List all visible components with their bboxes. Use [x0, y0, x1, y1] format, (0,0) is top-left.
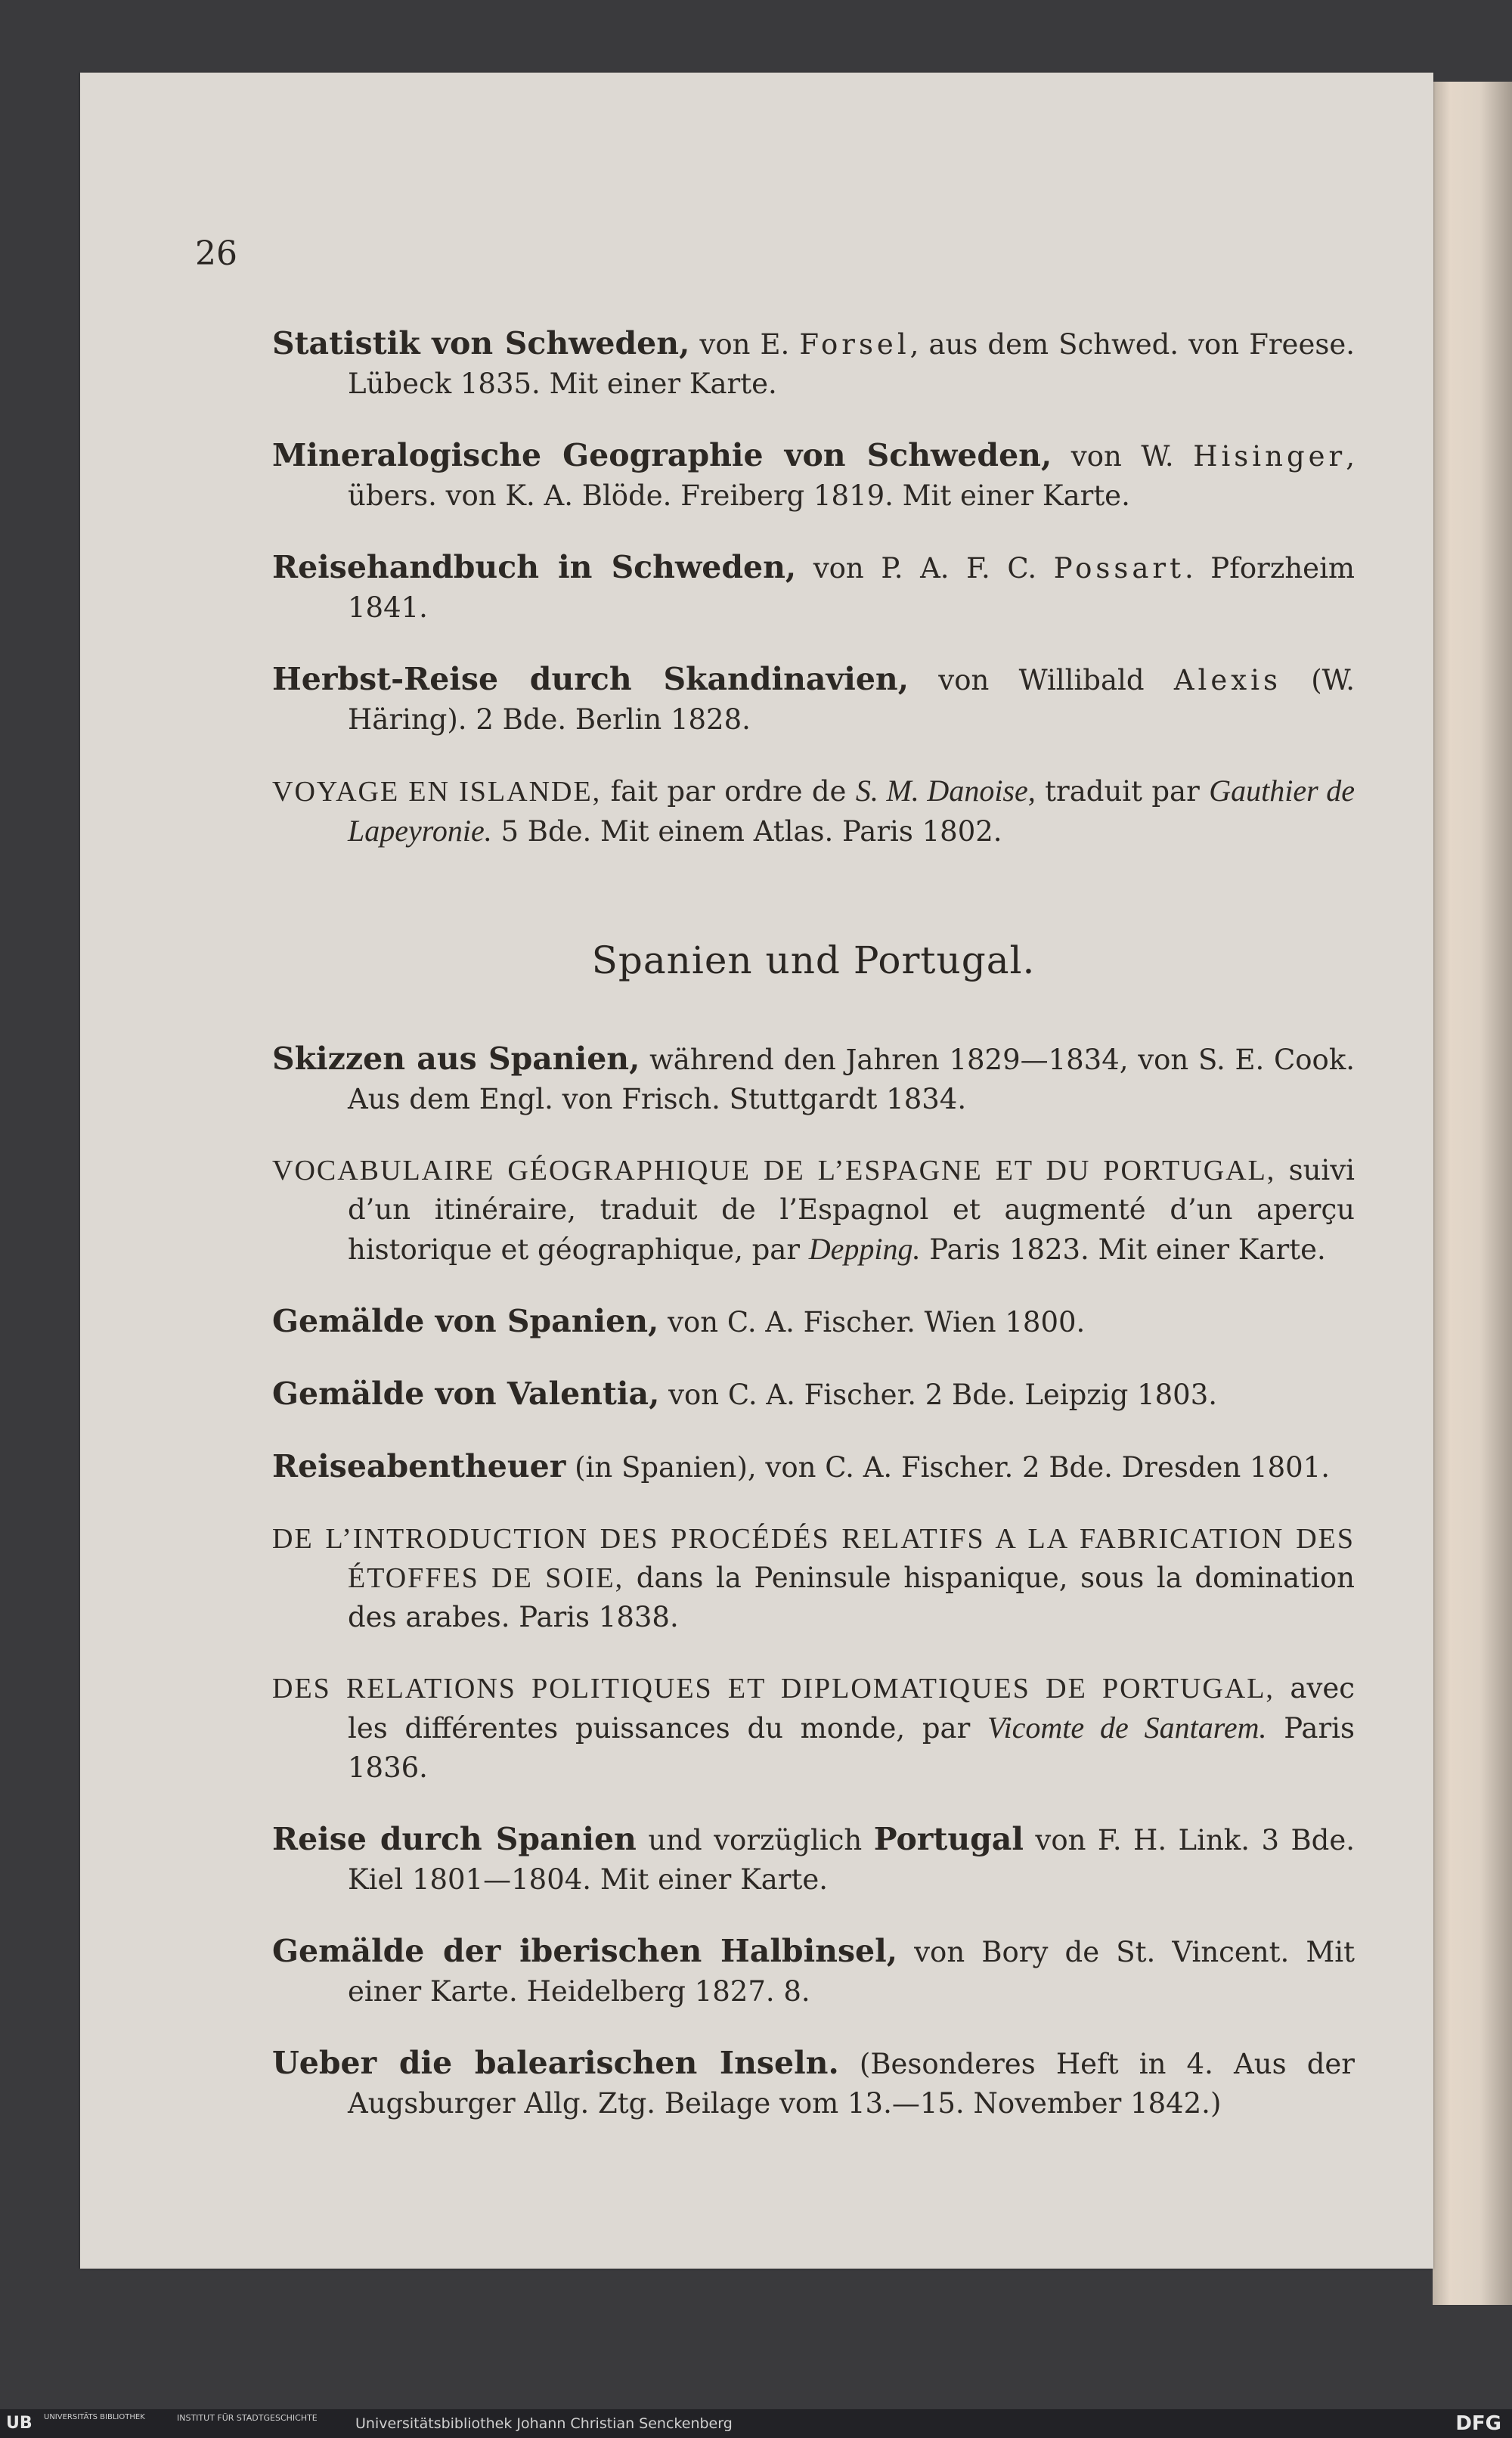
- entry-balearische-inseln: Ueber die balearischen Inseln. (Besonderes Heft in 4. Aus der Augsburger Allg. Ztg. Beilage vom 13.—15. November 1842.): [272, 2045, 1355, 2120]
- entry-title: VOYAGE EN ISLANDE,: [272, 776, 602, 808]
- entry-introduction-procedes: DE L’INTRODUCTION DES PROCÉDÉS RELATIFS A LA FABRICATION DES ÉTOFFES DE SOIE, dans la Peninsule hispanique, sous la domination des arabes. Paris 1838.: [272, 1523, 1355, 1633]
- entry-statistik-schweden: Statistik von Schweden, von E. Forsel, aus dem Schwed. von Freese. Lübeck 1835. Mit einer Karte.: [272, 325, 1355, 400]
- entry-relations-portugal: DES RELATIONS POLITIQUES ET DIPLOMATIQUES DE PORTUGAL, avec les différentes puissances du monde, par Vicomte de Santarem. Paris 1836.: [272, 1672, 1356, 1784]
- page-number: 26: [195, 234, 237, 273]
- dfg-logo: DFG: [1455, 2412, 1501, 2435]
- entry-title: Herbst-Reise durch Skandinavien,: [272, 661, 909, 697]
- entry-author: Hisinger: [1193, 440, 1346, 473]
- entry-title: DES RELATIONS POLITIQUES ET DIPLOMATIQUES DE PORTUGAL,: [272, 1673, 1275, 1704]
- entry-vocabulaire: VOCABULAIRE GÉOGRAPHIQUE DE L’ESPAGNE ET DU PORTUGAL, suivi d’un itinéraire, traduit de l’Espagnol et augmenté d’un aperçu historique et géographique, par Depping. Paris 1823. Mit einer Karte.: [272, 1154, 1356, 1266]
- entry-title: Gemälde von Valentia,: [272, 1376, 660, 1412]
- book-spine-edge: [1433, 82, 1512, 2305]
- ub-logo: UB: [6, 2414, 33, 2433]
- bibliography-list: [272, 324, 1355, 2155]
- entry-title: VOCABULAIRE GÉOGRAPHIQUE DE L’ESPAGNE ET DU PORTUGAL,: [272, 1155, 1276, 1186]
- library-name: Universitätsbibliothek Johann Christian Senckenberg: [355, 2415, 733, 2432]
- entry-title: Reisehandbuch in Schweden,: [272, 549, 797, 585]
- entry-title: Ueber die balearischen Inseln.: [272, 2045, 839, 2081]
- ub-logo-text: UNIVERSITÄTS BIBLIOTHEK: [44, 2413, 145, 2421]
- entry-title: Reise durch Spanien: [272, 1821, 637, 1857]
- entry-mineralogische-geographie: Mineralogische Geographie von Schweden, von W. Hisinger, übers. von K. A. Blöde. Freiberg 1819. Mit einer Karte.: [272, 437, 1355, 512]
- entry-reise-spanien: Reise durch Spanien und vorzüglich Portugal von F. H. Link. 3 Bde. Kiel 1801—1804. Mit einer Karte.: [272, 1821, 1355, 1896]
- entry-title: Mineralogische Geographie von Schweden,: [272, 437, 1052, 473]
- entry-author: Alexis: [1173, 664, 1281, 696]
- entry-author: Forsel: [799, 328, 910, 361]
- entry-skizzen-spanien: Skizzen aus Spanien, während den Jahren 1829—1834, von S. E. Cook. Aus dem Engl. von Frisch. Stuttgardt 1834.: [272, 1041, 1356, 1115]
- section-heading: Spanien und Portugal.: [591, 938, 1036, 982]
- institute-logo-text: INSTITUT FÜR STADTGESCHICHTE: [177, 2413, 318, 2423]
- entry-title: Statistik von Schweden,: [272, 325, 690, 361]
- entry-reiseabentheuer: Reiseabentheuer (in Spanien), von C. A. Fischer. 2 Bde. Dresden 1801.: [272, 1448, 1330, 1484]
- entry-author: Possart: [1053, 552, 1185, 585]
- entry-herbst-reise: Herbst-Reise durch Skandinavien, von Willibald Alexis (W. Häring). 2 Bde. Berlin 1828.: [272, 661, 1355, 736]
- entry-title: Skizzen aus Spanien,: [272, 1041, 640, 1077]
- entry-title: DE L’INTRODUCTION DES PROCÉDÉS RELATIFS A LA FABRICATION DES ÉTOFFES DE SOIE,: [272, 1523, 1355, 1594]
- entry-gemaelde-iberisch: Gemälde der iberischen Halbinsel, von Bory de St. Vincent. Mit einer Karte. Heidelberg 1827. 8.: [272, 1933, 1355, 2008]
- entry-voyage-islande: VOYAGE EN ISLANDE, fait par ordre de S. M. Danoise, traduit par Gauthier de Lapeyronie. 5 Bde. Mit einem Atlas. Paris 1802.: [272, 774, 1356, 848]
- entry-gemaelde-spanien: Gemälde von Spanien, von C. A. Fischer. Wien 1800.: [272, 1303, 1086, 1339]
- entry-gemaelde-valentia: Gemälde von Valentia, von C. A. Fischer. 2 Bde. Leipzig 1803.: [272, 1376, 1217, 1412]
- entry-title: Gemälde der iberischen Halbinsel,: [272, 1933, 897, 1969]
- entry-reisehandbuch: Reisehandbuch in Schweden, von P. A. F. C. Possart. Pforzheim 1841.: [272, 549, 1355, 624]
- entry-title: Reiseabentheuer: [272, 1448, 566, 1484]
- viewer-footer: [0, 2409, 1512, 2438]
- entry-title: Gemälde von Spanien,: [272, 1303, 659, 1339]
